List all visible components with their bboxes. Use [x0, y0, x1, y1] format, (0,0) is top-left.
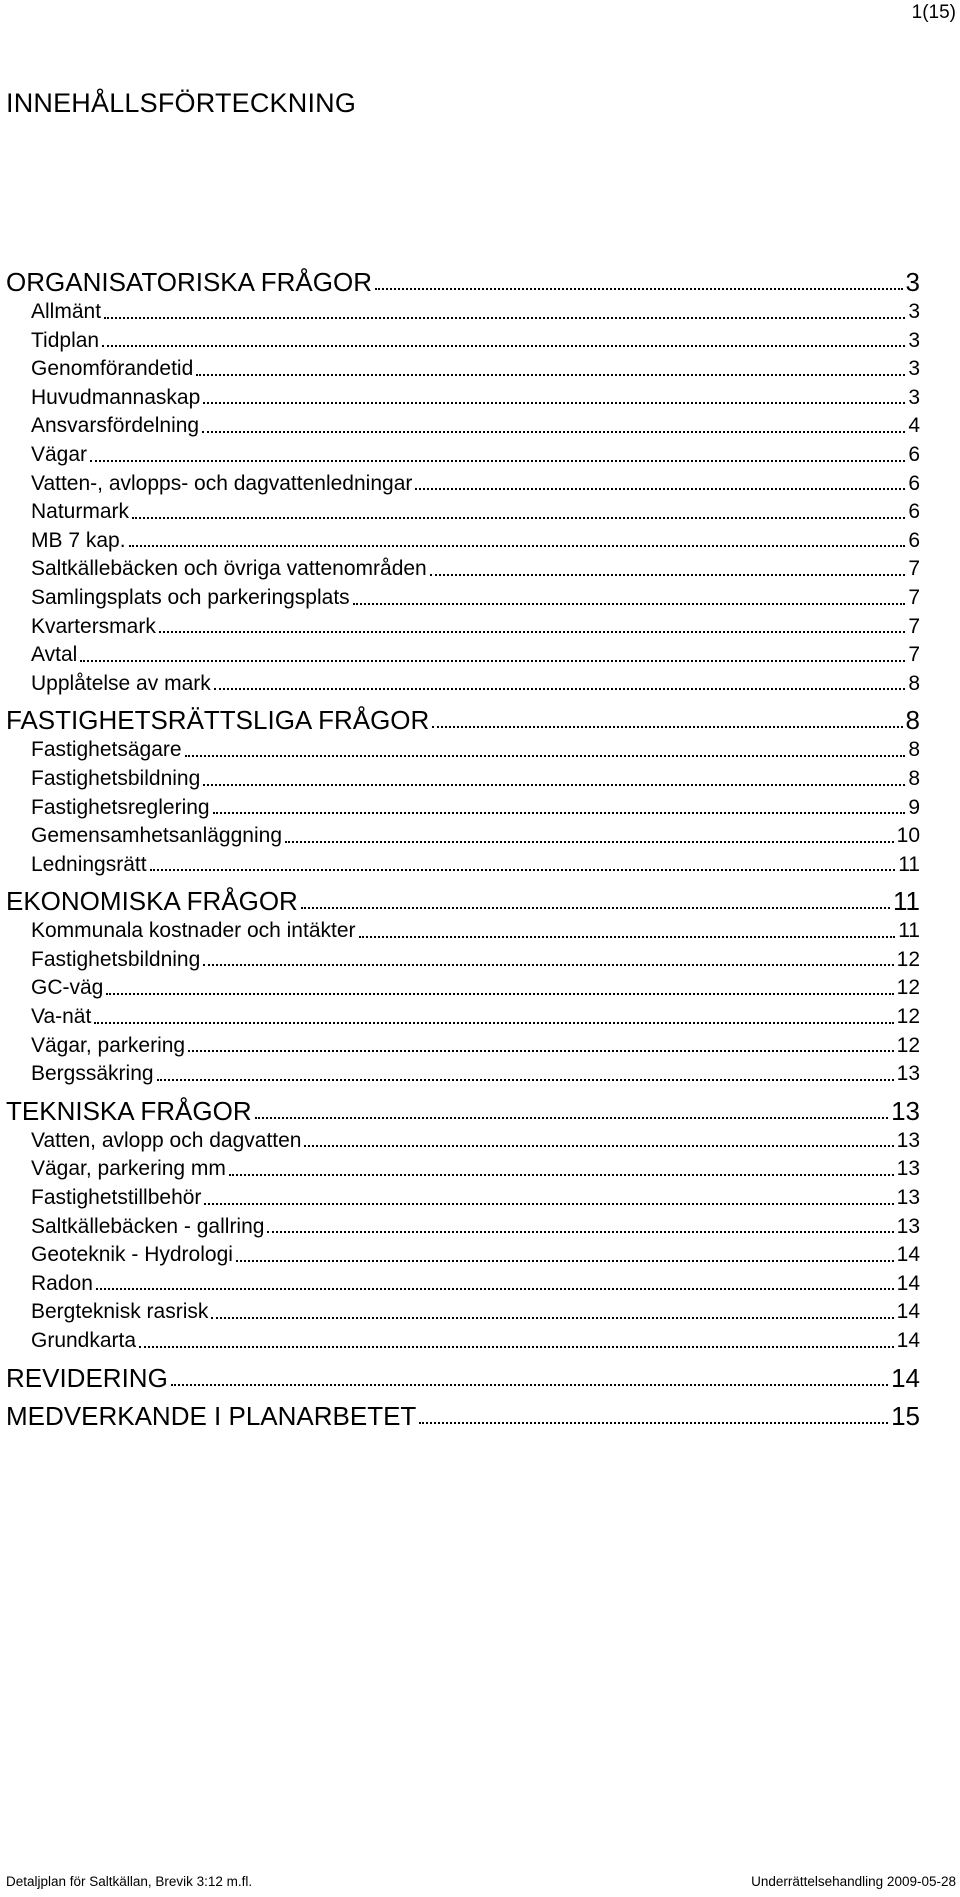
- toc-dot-leader: [185, 755, 906, 757]
- toc-entry-page: 13: [896, 1128, 920, 1152]
- toc-entry[interactable]: [6, 974, 920, 1003]
- toc-dot-leader: [375, 288, 903, 290]
- toc-entry-page: 3: [908, 328, 920, 352]
- toc-entry-title: Vatten, avlopp och dagvatten: [31, 1128, 302, 1152]
- toc-dot-leader: [171, 1384, 888, 1386]
- toc-dot-leader: [102, 345, 905, 347]
- toc-entry-page: 8: [908, 738, 920, 762]
- toc-entry-title: Upplåtelse av mark: [31, 671, 211, 695]
- toc-entry-title: Vägar: [31, 442, 88, 466]
- toc-entry-title: Fastighetstillbehör: [31, 1186, 202, 1210]
- toc-dot-leader: [196, 374, 905, 376]
- toc-entry-title: Vatten-, avlopps- och dagvattenledningar: [31, 471, 413, 495]
- toc-dot-leader: [94, 1022, 893, 1024]
- toc-section[interactable]: [6, 704, 920, 736]
- toc-entry[interactable]: [6, 946, 920, 975]
- toc-dot-leader: [104, 317, 905, 319]
- toc-section[interactable]: [6, 1095, 920, 1127]
- toc-entry-page: 13: [896, 1062, 920, 1086]
- toc-dot-leader: [267, 1231, 893, 1233]
- toc-entry-title: Huvudmannaskap: [31, 385, 201, 409]
- toc-entry-page: 11: [893, 886, 920, 917]
- toc-entry-title: Genomförandetid: [31, 357, 194, 381]
- toc-entry-page: 6: [908, 528, 920, 552]
- toc-entry-page: 6: [908, 442, 920, 466]
- toc-entry-title: Gemensamhetsanläggning: [31, 824, 282, 848]
- toc-dot-leader: [211, 1317, 893, 1319]
- toc-entry[interactable]: [6, 1003, 920, 1032]
- toc-entry-title: TEKNISKA FRÅGOR: [6, 1095, 252, 1126]
- toc-entry[interactable]: [6, 1127, 920, 1156]
- toc-entry[interactable]: [6, 412, 920, 441]
- toc-entry-page: 14: [896, 1271, 920, 1295]
- toc-entry[interactable]: [6, 1241, 920, 1270]
- toc-entry-title: Tidplan: [31, 328, 100, 352]
- toc-entry-title: Vägar, parkering mm: [31, 1157, 226, 1181]
- toc-entry-title: Bergteknisk rasrisk: [31, 1300, 209, 1324]
- footer-document-status: Underrättelsehandling 2009-05-28: [751, 1874, 956, 1889]
- toc-entry[interactable]: [6, 327, 920, 356]
- toc-entry-title: Bergssäkring: [31, 1062, 154, 1086]
- toc-dot-leader: [132, 517, 905, 519]
- toc-entry-page: 3: [908, 300, 920, 323]
- toc-dot-leader: [90, 460, 905, 462]
- toc-entry-page: 9: [908, 795, 920, 819]
- toc-dot-leader: [204, 1203, 893, 1205]
- toc-dot-leader: [214, 688, 906, 690]
- toc-entry-title: Ledningsrätt: [31, 852, 147, 876]
- toc-entry-title: REVIDERING: [6, 1362, 168, 1393]
- toc-entry[interactable]: [6, 794, 920, 823]
- toc-section[interactable]: [6, 1400, 920, 1432]
- toc-entry[interactable]: [6, 765, 920, 794]
- toc-entry[interactable]: [6, 822, 920, 851]
- toc-entry-page: 3: [908, 357, 920, 381]
- toc-entry-title: ORGANISATORISKA FRÅGOR: [6, 267, 372, 297]
- toc-entry-page: 13: [891, 1095, 920, 1126]
- toc-dot-leader: [129, 545, 906, 547]
- toc-entry-title: Kommunala kostnader och intäkter: [31, 919, 356, 943]
- toc-entry-page: 7: [908, 614, 920, 638]
- footer-document-name: Detaljplan för Saltkällan, Brevik 3:12 m.fl.: [6, 1874, 253, 1889]
- toc-entry-title: Grundkarta: [31, 1329, 137, 1352]
- toc-entry-title: Vägar, parkering: [31, 1033, 186, 1057]
- toc-dot-leader: [203, 784, 905, 786]
- page-number: 1(15): [911, 2, 956, 23]
- toc-entry-page: 7: [908, 557, 920, 581]
- toc-dot-leader: [203, 964, 893, 966]
- toc-entry-title: Radon: [31, 1271, 93, 1295]
- toc-dot-leader: [285, 841, 894, 843]
- toc-dot-leader: [301, 907, 890, 909]
- toc-entry[interactable]: [6, 1213, 920, 1242]
- toc-dot-leader: [80, 660, 905, 662]
- toc-entry-title: Fastighetsreglering: [31, 795, 210, 819]
- toc-dot-leader: [229, 1174, 894, 1176]
- toc-entry[interactable]: [6, 1298, 920, 1327]
- toc-entry[interactable]: [6, 527, 920, 556]
- toc-entry[interactable]: [6, 384, 920, 413]
- toc-dot-leader: [139, 1346, 894, 1348]
- toc-entry[interactable]: [6, 1060, 920, 1089]
- toc-dot-leader: [255, 1117, 888, 1119]
- toc-dot-leader: [236, 1260, 894, 1262]
- toc-entry-page: 14: [896, 1329, 920, 1352]
- toc-entry[interactable]: [6, 584, 920, 613]
- toc-dot-leader: [188, 1050, 894, 1052]
- toc-entry-title: Fastighetsägare: [31, 738, 182, 762]
- page-title: INNEHÅLLSFÖRTECKNING: [6, 88, 357, 118]
- toc-entry-title: Avtal: [31, 643, 78, 667]
- toc-entry-title: Samlingsplats och parkeringsplats: [31, 585, 350, 609]
- toc-entry[interactable]: [6, 641, 920, 670]
- toc-entry[interactable]: [6, 613, 920, 642]
- toc-entry[interactable]: [6, 851, 920, 880]
- toc-dot-leader: [353, 603, 906, 605]
- toc-entry-title: GC-väg: [31, 976, 104, 1000]
- toc-entry-page: 7: [908, 643, 920, 667]
- toc-entry-page: 13: [896, 1157, 920, 1181]
- toc-entry[interactable]: [6, 470, 920, 499]
- toc-entry-title: Naturmark: [31, 500, 130, 524]
- toc-entry-page: 8: [908, 671, 920, 695]
- toc-entry-page: 14: [896, 1300, 920, 1324]
- toc-entry-page: 11: [898, 919, 920, 943]
- toc-entry[interactable]: [6, 670, 920, 699]
- toc-entry-title: MEDVERKANDE I PLANARBETET: [6, 1400, 417, 1431]
- toc-entry-title: Allmänt: [31, 300, 102, 323]
- toc-dot-leader: [430, 574, 906, 576]
- toc-entry-page: 12: [896, 1033, 920, 1057]
- toc-entry-page: 6: [908, 471, 920, 495]
- toc-entry-title: Saltkällebäcken och övriga vattenområden: [31, 557, 427, 581]
- toc-entry-title: Geoteknik - Hydrologi: [31, 1243, 233, 1267]
- toc-entry[interactable]: [6, 1327, 920, 1356]
- toc-entry-page: 15: [891, 1400, 920, 1431]
- toc-dot-leader: [432, 726, 902, 728]
- toc-dot-leader: [106, 993, 893, 995]
- toc-dot-leader: [419, 1422, 888, 1424]
- toc-entry-page: 11: [898, 852, 920, 876]
- toc-entry-page: 3: [908, 385, 920, 409]
- toc-entry-page: 8: [908, 766, 920, 790]
- toc-entry[interactable]: [6, 1270, 920, 1299]
- toc-entry-title: Fastighetsbildning: [31, 947, 201, 971]
- toc-entry-page: 13: [896, 1214, 920, 1238]
- toc-entry[interactable]: [6, 298, 920, 327]
- toc-entry[interactable]: [6, 736, 920, 765]
- toc-dot-leader: [202, 431, 905, 433]
- toc-entry-title: FASTIGHETSRÄTTSLIGA FRÅGOR: [6, 705, 430, 736]
- toc-entry-title: Saltkällebäcken - gallring: [31, 1214, 265, 1238]
- toc-section[interactable]: [6, 1362, 920, 1394]
- toc-entry[interactable]: [6, 1032, 920, 1061]
- toc-entry-page: 13: [896, 1186, 920, 1210]
- toc-entry[interactable]: [6, 441, 920, 470]
- toc-entry[interactable]: [6, 498, 920, 527]
- toc-entry-title: Kvartersmark: [31, 614, 156, 638]
- toc-entry[interactable]: [6, 1184, 920, 1213]
- toc-dot-leader: [213, 812, 906, 814]
- toc-entry-title: Fastighetsbildning: [31, 766, 201, 790]
- toc-entry-title: EKONOMISKA FRÅGOR: [6, 886, 298, 917]
- toc-entry-page: 3: [905, 267, 920, 297]
- toc-entry-page: 6: [908, 500, 920, 524]
- toc-entry-page: 8: [905, 705, 920, 736]
- toc-entry-title: Ansvarsfördelning: [31, 414, 200, 438]
- toc-dot-leader: [359, 936, 896, 938]
- toc-dot-leader: [157, 1079, 894, 1081]
- toc-dot-leader: [96, 1288, 894, 1290]
- table-of-contents: [6, 266, 920, 1432]
- toc-entry[interactable]: [6, 917, 920, 946]
- toc-entry[interactable]: [6, 355, 920, 384]
- toc-dot-leader: [150, 869, 896, 871]
- toc-entry-page: 14: [891, 1362, 920, 1393]
- toc-entry-title: MB 7 kap.: [31, 528, 126, 552]
- toc-entry[interactable]: [6, 555, 920, 584]
- toc-entry-page: 4: [908, 414, 920, 438]
- toc-entry-title: Va-nät: [31, 1005, 92, 1029]
- toc-section[interactable]: [6, 266, 920, 298]
- toc-section[interactable]: [6, 885, 920, 917]
- toc-entry-page: 12: [896, 976, 920, 1000]
- toc-entry-page: 14: [896, 1243, 920, 1267]
- toc-dot-leader: [159, 631, 905, 633]
- toc-entry-page: 12: [896, 1005, 920, 1029]
- toc-dot-leader: [203, 402, 905, 404]
- toc-entry-page: 10: [896, 824, 920, 848]
- toc-entry-page: 12: [896, 947, 920, 971]
- toc-dot-leader: [415, 488, 905, 490]
- toc-dot-leader: [304, 1145, 893, 1147]
- toc-entry-page: 7: [908, 585, 920, 609]
- toc-entry[interactable]: [6, 1155, 920, 1184]
